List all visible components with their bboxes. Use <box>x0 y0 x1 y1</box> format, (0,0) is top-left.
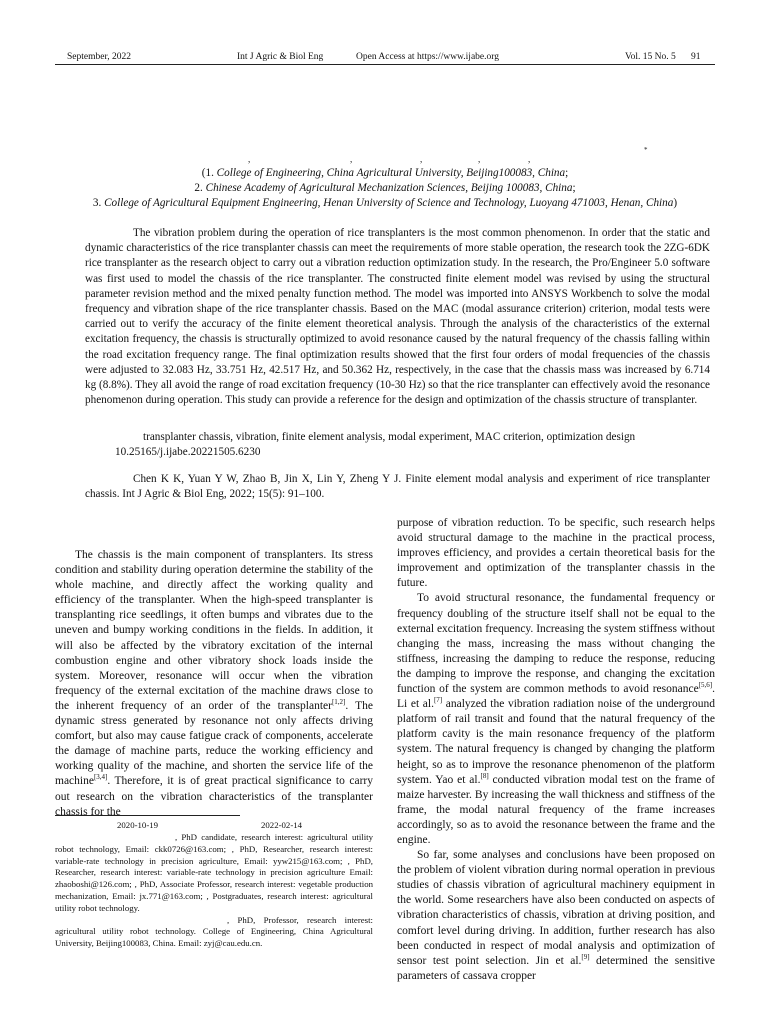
page-number: 91 <box>691 52 701 62</box>
citation-text: Chen K K, Yuan Y W, Zhao B, Jin X, Lin Y, Zheng Y J. Finite element modal analysis and experiment of rice transplanter chassis. Int J Agric & Biol Eng, 2022; 15(5): 91–100. <box>85 473 710 501</box>
author-line <box>60 146 660 164</box>
affiliation-1: (1. College of Engineering, China Agricultural University, Beijing100083, China; <box>201 167 569 179</box>
author-separator: , <box>420 154 423 164</box>
keywords-text: transplanter chassis, vibration, finite element analysis, modal experiment, MAC criterion, optimization design <box>143 431 636 443</box>
author-separator: , <box>248 154 251 164</box>
citation <box>85 472 710 502</box>
header-rule <box>55 64 715 65</box>
received-date: 2020-10-19 <box>117 820 159 830</box>
affiliation-3: 3. College of Agricultural Equipment Engineering, Henan University of Science and Technology, Luoyang 471003, Henan, China) <box>92 197 678 209</box>
running-head <box>55 50 715 64</box>
reference-marker: [3,4] <box>93 773 108 782</box>
abstract-text: The vibration problem during the operation of rice transplanters is the most common phenomenon. In order that the static and dynamic characteristics of the rice transplanter chassis can meet the requirements of more stable operation, the research took the 2ZG-6DK rice transplanter as the research object to carry out a vibration reduction optimization study. In the research, the Pro/Engineer 5.0 software was first used to model the chassis of the rice transplanter. The constructed finite element model was revised by using the structural parameter revision method and the mixed penalty function method. The model was imported into ANSYS Workbench to solve the modal frequency and vibration shape of the rice transplanter chassis. Based on the MAC (modal assurance criterion) criterion, modal tests were carried out to verify the accuracy of the finite element theoretical analysis. Through the analysis of the characteristics of the external excitation frequency, the chassis is structurally optimized to avoid resonance caused by the natural frequency of the chassis falling within the road excitation frequency range. The final optimization results showed that the first four orders of modal frequencies of the chassis were adjusted to 32.083 Hz, 33.751 Hz, 42.517 Hz, and 50.362 Hz, respectively, in the case that the chassis mass was increased by 6.714 kg (8.8%). They all avoid the range of road excitation frequency (10-30 Hz) so that the rice transplanter can effectively avoid the resonance phenomenon during operation. This study can provide a reference for the design and optimization of the chassis structure of transplanter. <box>85 227 710 407</box>
reference-marker: [5,6] <box>698 681 713 690</box>
right-column <box>397 516 715 984</box>
corresponding-mark: * <box>644 146 648 154</box>
author-separator: , <box>350 154 353 164</box>
body-paragraph: The chassis is the main component of transplanters. Its stress condition and stability during operation determine the stability of the whole machine, and directly affect the working quality and efficiency of the transplanter. When the high-speed transplanter is transplanting rice seedlings, it often bumps and vibrates due to the uneven and bumpy working conditions in the fields. In addition, it will also be affected by the vibratory excitation of the internal combustion engine and other vibratory shock loads inside the system. Moreover, resonance will occur when the vibration frequency of the external excitation of the machine draws close to the inherent frequency of an order of the transplanter[1,2]. The dynamic stress generated by resonance not only affects driving comfort, but also may cause fatigue crack of components, accelerate the damage of machine parts, reduce the working efficiency and working quality of the machine, and shorten the service life of the machine[3,4]. Therefore, it is of great practical significance to carry out research on the vibration characteristics of the transplanter chassis for the <box>55 549 374 818</box>
left-column <box>55 548 373 820</box>
issue-date: September, 2022 <box>67 52 131 62</box>
reference-marker: [9] <box>581 952 590 961</box>
reference-marker: [7] <box>433 696 443 705</box>
article-dates <box>55 820 373 832</box>
author-bios: , PhD candidate, research interest: agricultural utility robot technology, Email: ckk0726@163.com; , PhD, Researcher, research interest: variable-rate technology in precision agriculture, Email: yyw215@163.com; , PhD, Researcher, research interest: variable-rate technology in precision agriculture Email: zhaoboshi@126.com; , PhD, Associate Professor, research interest: vegetable production mechanization, Email: jx.771@163.com; , Postgraduates, research interest: agricultural utility robot technology. <box>55 832 373 913</box>
doi <box>85 445 710 460</box>
footnote-rule <box>55 815 240 816</box>
body-paragraph: So far, some analyses and conclusions have been proposed on the problem of violent vibration during normal operation in previous studies of chassis vibration of agricultural machinery equipment in the world. Some researchers have also been conducted on aspects of vibration characteristics of chassis, vibration at driving position, and comfort level during driving. In addition, further research has also been conducted in respect of modal analysis and optimization of sensor test point selection. Jin et al.[9] determined the sensitive parameters of cassava cropper <box>397 849 716 982</box>
keywords <box>85 430 710 445</box>
open-access-note: Open Access at https://www.ijabe.org <box>356 52 500 62</box>
accepted-date: 2022-02-14 <box>261 820 303 830</box>
reference-marker: [1,2] <box>331 698 346 707</box>
corresponding-author: , PhD, Professor, research interest: agricultural utility robot technology. College of Engineering, China Agricultural University, Beijing100083, China. Email: zyj@cau.edu.cn. <box>55 914 373 949</box>
volume-number: Vol. 15 No. 5 <box>625 52 676 62</box>
doi-text: 10.25165/j.ijabe.20221505.6230 <box>115 446 261 458</box>
author-separator: , <box>528 154 531 164</box>
affiliation-2: 2. Chinese Academy of Agricultural Mechanization Sciences, Beijing 100083, China; <box>194 182 576 194</box>
body-paragraph: To avoid structural resonance, the fundamental frequency or frequency doubling of the structure itself shall not be equal to the external excitation frequency. Increasing the system stiffness without changing the mass, increasing the mass without changing the stiffness, increasing the damping to reduce the response, reducing the damping to improve the response, and changing the excitation function of the system are common methods to avoid resonance[5,6]. Li et al.[7] analyzed the vibration radiation noise of the underground platform of rail transit and found that the natural frequency of the platform cavity is the main resonance frequency of the platform system. The natural frequency is changed by changing the platform height, so as to improve the resonance phenomenon of the platform system. Yao et al.[8] conducted vibration modal test on the frame of maize harvester. By increasing the wall thickness and stiffness of the frame, the modal natural frequency of the frame increases accordingly, so as to avoid the resonance between the frame and the engine. <box>397 592 716 846</box>
footnote <box>55 820 373 950</box>
reference-marker: [8] <box>480 771 489 780</box>
author-separator: , <box>478 154 481 164</box>
body-paragraph: purpose of vibration reduction. To be specific, such research helps avoid structural damage to the machine in the practical process, improves efficiency, and provides a certain theoretical basis for the improvement and optimization of the transplanter chassis in the future. <box>397 517 715 590</box>
journal-name: Int J Agric & Biol Eng <box>237 52 324 62</box>
abstract <box>85 226 710 408</box>
